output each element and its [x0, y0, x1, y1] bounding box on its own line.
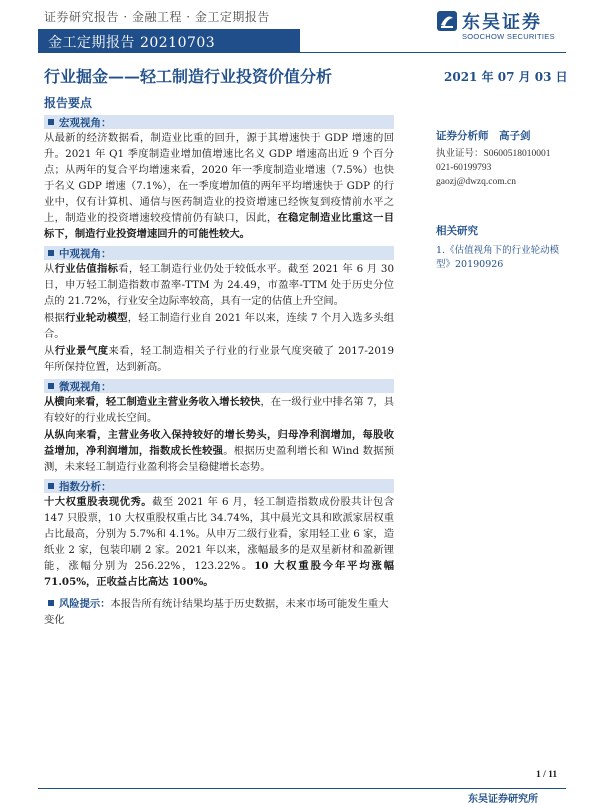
body-text: 截至 2021 年 6 月，轻工制造指数成份股共计包含 147 只股票，10 大权重股权重占比 34.74%，其中晨光文具和欧派家居权重占比最高，分别为 5.7%和 4.1%。从申万二级行业看，家用轻工业 6 家，造纸业 2 家，包装印刷 2 家。2021 年以来，涨幅最多的是双星新材和盈新锂能，涨幅分别为 256.22%，123.22%。	[44, 496, 394, 572]
logo-text-cn: 东吴证券	[462, 12, 542, 33]
section-bullet-icon	[48, 483, 54, 489]
body-text: 从	[44, 345, 55, 357]
body-text: 来看，轻工制造相关子行业的行业景气度突破了 2017-2019 年所保持位置，达到新高。	[44, 345, 395, 373]
section-paragraph	[44, 130, 394, 242]
body-text: 。根据历史盈利增长和 Wind 数据预测，未来轻工制造行业盈利将会呈稳健增长态势。	[44, 445, 395, 473]
footer-divider	[38, 788, 566, 789]
risk-label: 风险提示：	[59, 598, 111, 610]
key-points-heading: 报告要点	[44, 96, 93, 110]
emphasis-text: 主营业务收入保持较好的增长势头，归母净利润增加，每股收益增加，净利润增加，指数成长性较强	[44, 429, 395, 457]
body-text: ，在一级行业中排名第 7，具有较好的行业成长空间。	[44, 396, 395, 424]
company-logo	[436, 8, 566, 42]
body-text: 看，轻工制造行业仍处于较低水平。截至 2021 年 6 月 30 日，申万轻工制造指数市盈率-TTM 为 24.49，市盈率-TTM 处于历史分位点的 21.72%，行业安全边际率较高，具有一定的估值上升空间。	[44, 263, 394, 307]
key-points-sections	[44, 115, 394, 590]
section-paragraph	[44, 394, 394, 426]
report-date: 2021 年 07 月 03 日	[444, 70, 568, 84]
report-type-label: 金工定期报告 20210703	[48, 35, 216, 51]
emphasis-text: 在稳定制造业比重这一目标下，制造行业投资增速回升的可能性较大。	[44, 212, 395, 240]
body-text: ，轻工制造行业自 2021 年以来，连续 7 个月入选多头组合。	[44, 312, 395, 340]
related-heading: 相关研究	[436, 225, 478, 237]
section-header	[44, 479, 394, 493]
section-paragraph	[44, 427, 394, 475]
emphasis-text: 行业估值指标	[54, 263, 119, 275]
analyst-info	[436, 128, 568, 189]
risk-bullet-icon	[48, 600, 54, 606]
emphasis-text: 行业景气度	[54, 345, 109, 357]
analyst-phone: 021-60199793	[436, 163, 492, 173]
emphasis-text: 从横向来看，	[44, 396, 106, 408]
logo-text-en: SOOCHOW SECURITIES	[462, 32, 555, 41]
breadcrumb: 证券研究报告 · 金融工程 · 金工定期报告	[44, 10, 270, 24]
risk-warning	[44, 596, 394, 628]
emphasis-text: 从纵向来看，	[44, 429, 108, 441]
body-text: 从最新的经济数据看，制造业比重的回升，源于其增速快于 GDP 增速的回升。2021 年 Q1 季度制造业增加值增速比名义 GDP 增速高出近 9 个百分点；从两年的复合平均增速来看，2020 年一季度制造业增速（7.5%）也快于名义 GDP 增速（7.1%），在一季度增加值的两年平均增速快于 GDP 的行业中，仅有计算机、通信与医药制造业的投资增速已经恢复到疫情前水平之上，制造业的投资增速较疫情前仍有缺口，因此，	[44, 132, 394, 224]
report-type-band	[38, 29, 300, 52]
risk-text: 本报告所有统计结果均基于历史数据，未来市场可能发生重大变化	[44, 598, 389, 626]
body-text: 根据	[44, 312, 65, 324]
related-research	[436, 223, 568, 272]
logo-mark-icon	[436, 10, 458, 32]
footer-brand: 东吴证券研究所	[468, 794, 538, 805]
section-header	[44, 246, 394, 260]
header-divider	[38, 52, 566, 53]
emphasis-text: 轻工制造业主营业务收入增长较快	[105, 396, 261, 408]
emphasis-text: 十大权重股表现优秀。	[44, 496, 153, 508]
page-number: 1 / 11	[536, 770, 558, 780]
body-text: 从	[44, 263, 55, 275]
section-bullet-icon	[48, 119, 54, 125]
section-bullet-icon	[48, 250, 54, 256]
section-header	[44, 115, 394, 129]
section-header	[44, 379, 394, 393]
emphasis-text: 10 大权重股今年平均涨幅 71.05%，正收益占比高达 100%。	[44, 560, 394, 588]
analyst-email[interactable]: gaozj@dwzq.com.cn	[436, 177, 516, 187]
emphasis-text: 行业轮动模型	[64, 312, 128, 324]
section-paragraph	[44, 261, 394, 309]
section-bullet-icon	[48, 383, 54, 389]
section-paragraph	[44, 343, 394, 375]
section-label: 中观视角：	[59, 247, 112, 260]
section-label: 指数分析：	[59, 480, 112, 493]
report-title: 行业掘金——轻工制造行业投资价值分析	[44, 67, 333, 86]
section-paragraph	[44, 494, 394, 590]
section-label: 微观视角：	[59, 380, 112, 393]
related-item[interactable]: 1.《估值视角下的行业轮动模型》20190926	[436, 245, 560, 270]
analyst-name: 证券分析师 高子剑	[436, 130, 531, 142]
section-label: 宏观视角：	[59, 116, 112, 129]
key-points	[44, 94, 394, 628]
section-paragraph	[44, 310, 394, 342]
analyst-license: 执业证号：S0600518010001	[436, 149, 551, 159]
